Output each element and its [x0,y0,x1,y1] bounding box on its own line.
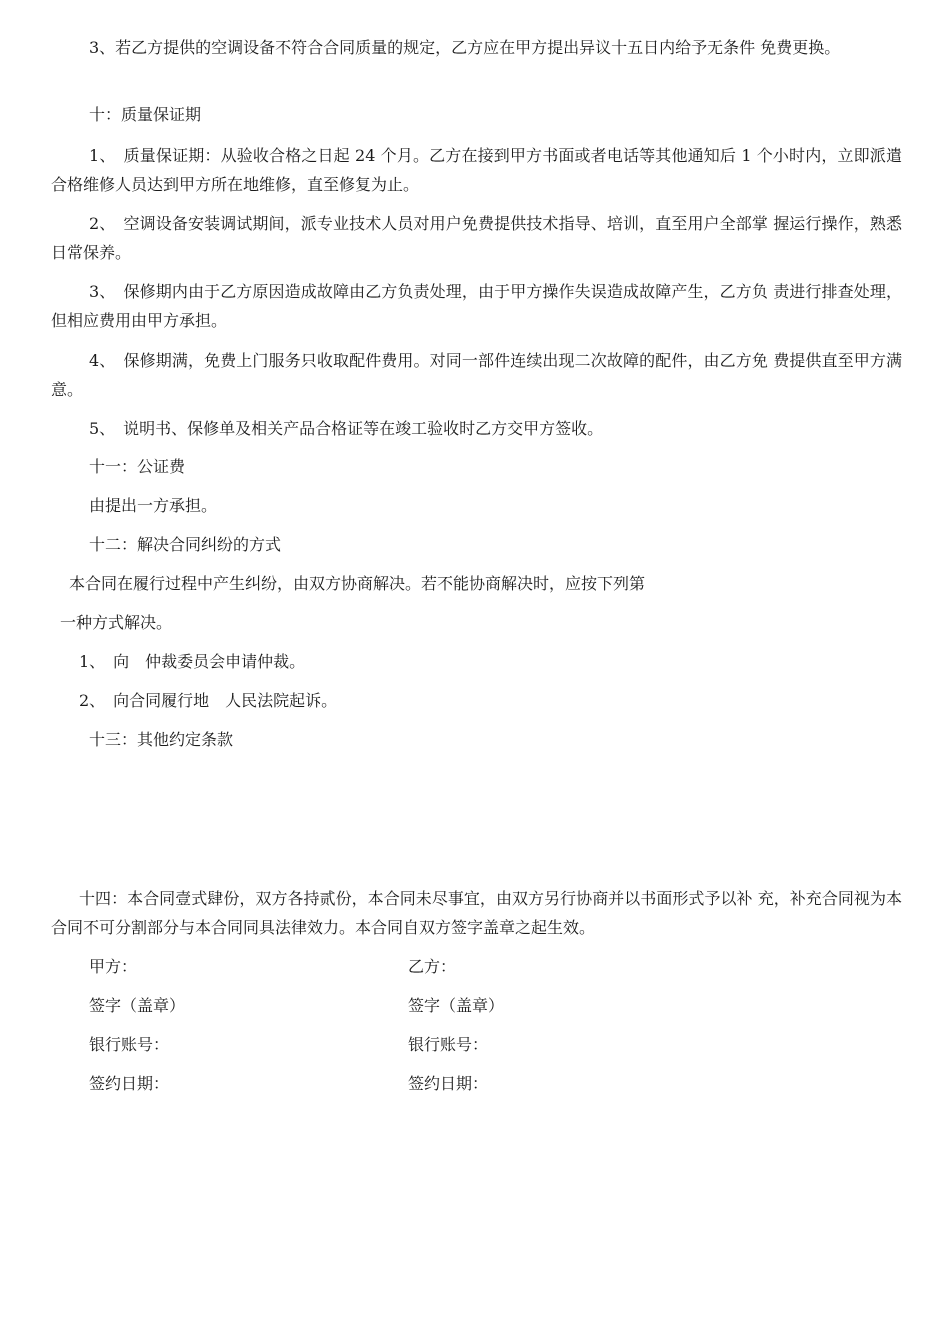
party-a-bank-account-label: 银行账号： [89,1035,170,1054]
notary-fee-text: 由提出一方承担。 [89,496,218,515]
quality-item-1: 1、 质量保证期：从验收合格之日起 24 个月。乙方在接到甲方书面或者电话等其他通知后 1 个小时内，立即派遣合格维修人员达到甲方所在地维修，直至修复为止。 [51,146,902,194]
heading-dispute-resolution: 十二：解决合同纠纷的方式 [89,535,282,554]
dispute-text-line-1: 本合同在履行过程中产生纠纷，由双方协商解决。若不能协商解决时，应按下列第 [69,574,646,593]
party-a-label: 甲方： [89,957,138,976]
heading-quality-period: 十：质量保证期 [89,105,202,124]
quality-item-2: 2、 空调设备安装调试期间，派专业技术人员对用户免费提供技术指导、培训，直至用户全部掌 握运行操作，熟悉日常保养。 [51,214,902,262]
party-b-label: 乙方： [408,957,457,976]
dispute-text-line-2: 一种方式解决。 [60,613,173,632]
quality-item-4: 4、 保修期满，免费上门服务只收取配件费用。对同一部件连续出现二次故障的配件，由乙方免 费提供直至甲方满意。 [51,351,902,399]
clause-copies: 十四：本合同壹式肆份，双方各持贰份，本合同未尽事宜，由双方另行协商并以书面形式予以补 充，补充合同视为本合同不可分割部分与本合同同具法律效力。本合同自双方签字盖章之起生效。 [51,889,902,937]
dispute-option-court: 2、 向合同履行地 人民法院起诉。 [79,691,338,710]
clause-replacement: 3、若乙方提供的空调设备不符合合同质量的规定，乙方应在甲方提出异议十五日内给予无条件 免费更换。 [89,38,841,57]
party-b-bank-account-label: 银行账号： [408,1035,489,1054]
dispute-option-arbitration: 1、 向 仲裁委员会申请仲裁。 [79,652,306,671]
heading-notary-fee: 十一：公证费 [89,457,186,476]
quality-item-5: 5、 说明书、保修单及相关产品合格证等在竣工验收时乙方交甲方签收。 [89,419,604,438]
party-a-signature-label: 签字（盖章） [89,996,186,1015]
heading-other-terms: 十三：其他约定条款 [89,730,234,749]
party-a-date-label: 签约日期： [89,1074,170,1093]
party-b-signature-label: 签字（盖章） [408,996,505,1015]
quality-item-3: 3、 保修期内由于乙方原因造成故障由乙方负责处理，由于甲方操作失误造成故障产生，乙方负 责进行排查处理，但相应费用由甲方承担。 [51,282,902,330]
party-b-date-label: 签约日期： [408,1074,489,1093]
